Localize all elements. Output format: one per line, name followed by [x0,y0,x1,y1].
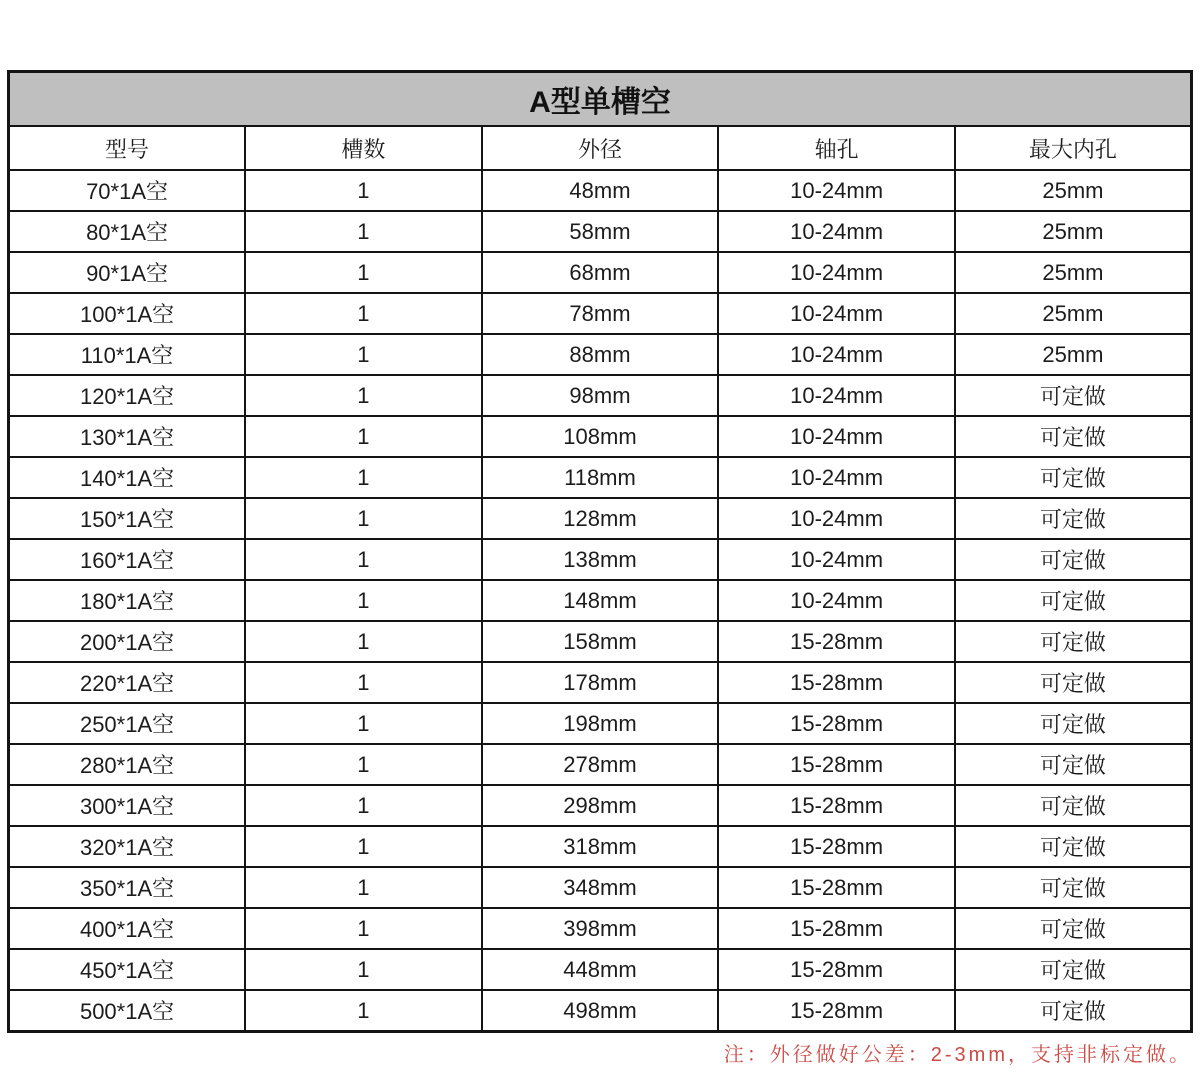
cell-shaft-hole: 10-24mm [718,293,955,334]
cell-max-bore: 25mm [955,252,1192,293]
spec-table-body [9,170,1192,1032]
cell-model: 350*1A空 [9,867,246,908]
cell-groove-count: 1 [245,826,482,867]
cell-outer-diameter: 118mm [482,457,719,498]
cell-shaft-hole: 15-28mm [718,826,955,867]
cell-outer-diameter: 148mm [482,580,719,621]
cell-max-bore: 可定做 [955,867,1192,908]
table-row [9,457,1192,498]
spec-table-head [9,72,1192,171]
table-row [9,334,1192,375]
cell-model: 220*1A空 [9,662,246,703]
cell-max-bore: 可定做 [955,539,1192,580]
cell-groove-count: 1 [245,744,482,785]
table-title: A型单槽空 [9,72,1192,127]
table-row [9,170,1192,211]
cell-model: 200*1A空 [9,621,246,662]
cell-max-bore: 25mm [955,211,1192,252]
cell-shaft-hole: 15-28mm [718,908,955,949]
cell-model: 160*1A空 [9,539,246,580]
cell-shaft-hole: 10-24mm [718,498,955,539]
cell-groove-count: 1 [245,334,482,375]
cell-groove-count: 1 [245,211,482,252]
cell-model: 80*1A空 [9,211,246,252]
cell-model: 320*1A空 [9,826,246,867]
cell-outer-diameter: 68mm [482,252,719,293]
cell-groove-count: 1 [245,580,482,621]
cell-shaft-hole: 10-24mm [718,170,955,211]
cell-max-bore: 可定做 [955,416,1192,457]
cell-shaft-hole: 10-24mm [718,416,955,457]
cell-groove-count: 1 [245,252,482,293]
table-row [9,990,1192,1032]
cell-outer-diameter: 198mm [482,703,719,744]
cell-model: 150*1A空 [9,498,246,539]
cell-model: 100*1A空 [9,293,246,334]
column-header-shaft-hole: 轴孔 [718,126,955,170]
cell-groove-count: 1 [245,457,482,498]
cell-shaft-hole: 10-24mm [718,580,955,621]
table-row [9,867,1192,908]
column-header-model: 型号 [9,126,246,170]
table-row [9,826,1192,867]
table-row [9,908,1192,949]
cell-model: 450*1A空 [9,949,246,990]
cell-model: 130*1A空 [9,416,246,457]
cell-groove-count: 1 [245,539,482,580]
cell-model: 70*1A空 [9,170,246,211]
table-row [9,375,1192,416]
cell-max-bore: 可定做 [955,662,1192,703]
spec-table [7,70,1193,1033]
cell-max-bore: 可定做 [955,744,1192,785]
cell-outer-diameter: 128mm [482,498,719,539]
column-header-groove-count: 槽数 [245,126,482,170]
cell-shaft-hole: 10-24mm [718,211,955,252]
cell-groove-count: 1 [245,170,482,211]
table-row [9,662,1192,703]
cell-outer-diameter: 298mm [482,785,719,826]
cell-max-bore: 可定做 [955,580,1192,621]
table-row [9,498,1192,539]
column-header-max-bore: 最大内孔 [955,126,1192,170]
cell-shaft-hole: 15-28mm [718,662,955,703]
cell-max-bore: 可定做 [955,908,1192,949]
cell-groove-count: 1 [245,990,482,1032]
cell-shaft-hole: 10-24mm [718,252,955,293]
cell-outer-diameter: 278mm [482,744,719,785]
cell-shaft-hole: 10-24mm [718,334,955,375]
table-row [9,621,1192,662]
cell-model: 250*1A空 [9,703,246,744]
cell-outer-diameter: 318mm [482,826,719,867]
cell-max-bore: 可定做 [955,621,1192,662]
cell-outer-diameter: 398mm [482,908,719,949]
cell-outer-diameter: 448mm [482,949,719,990]
table-row [9,416,1192,457]
cell-max-bore: 可定做 [955,785,1192,826]
cell-model: 500*1A空 [9,990,246,1032]
table-row [9,580,1192,621]
cell-shaft-hole: 15-28mm [718,785,955,826]
cell-shaft-hole: 15-28mm [718,949,955,990]
cell-groove-count: 1 [245,375,482,416]
cell-groove-count: 1 [245,908,482,949]
cell-outer-diameter: 178mm [482,662,719,703]
cell-model: 90*1A空 [9,252,246,293]
table-row [9,252,1192,293]
cell-max-bore: 可定做 [955,375,1192,416]
cell-groove-count: 1 [245,867,482,908]
cell-shaft-hole: 10-24mm [718,457,955,498]
cell-outer-diameter: 78mm [482,293,719,334]
column-header-outer-diameter: 外径 [482,126,719,170]
table-row [9,949,1192,990]
cell-outer-diameter: 158mm [482,621,719,662]
cell-groove-count: 1 [245,293,482,334]
cell-shaft-hole: 15-28mm [718,703,955,744]
cell-model: 280*1A空 [9,744,246,785]
cell-max-bore: 可定做 [955,949,1192,990]
cell-max-bore: 可定做 [955,990,1192,1032]
cell-model: 300*1A空 [9,785,246,826]
table-row [9,539,1192,580]
cell-max-bore: 25mm [955,293,1192,334]
cell-groove-count: 1 [245,662,482,703]
cell-shaft-hole: 15-28mm [718,990,955,1032]
cell-shaft-hole: 10-24mm [718,375,955,416]
cell-max-bore: 可定做 [955,703,1192,744]
cell-model: 180*1A空 [9,580,246,621]
cell-groove-count: 1 [245,621,482,662]
cell-shaft-hole: 15-28mm [718,621,955,662]
table-row [9,293,1192,334]
cell-outer-diameter: 108mm [482,416,719,457]
cell-outer-diameter: 88mm [482,334,719,375]
cell-shaft-hole: 15-28mm [718,744,955,785]
table-row [9,703,1192,744]
cell-model: 120*1A空 [9,375,246,416]
cell-groove-count: 1 [245,498,482,539]
cell-outer-diameter: 348mm [482,867,719,908]
cell-outer-diameter: 498mm [482,990,719,1032]
tolerance-note: 注：外径做好公差：2-3mm，支持非标定做。 [723,1044,1192,1066]
cell-outer-diameter: 98mm [482,375,719,416]
cell-model: 140*1A空 [9,457,246,498]
table-title-row [9,72,1192,127]
cell-max-bore: 25mm [955,334,1192,375]
cell-model: 110*1A空 [9,334,246,375]
cell-model: 400*1A空 [9,908,246,949]
cell-shaft-hole: 10-24mm [718,539,955,580]
table-row [9,211,1192,252]
cell-shaft-hole: 15-28mm [718,867,955,908]
cell-max-bore: 25mm [955,170,1192,211]
table-header-row [9,126,1192,170]
cell-max-bore: 可定做 [955,826,1192,867]
cell-outer-diameter: 58mm [482,211,719,252]
cell-outer-diameter: 48mm [482,170,719,211]
cell-groove-count: 1 [245,785,482,826]
cell-groove-count: 1 [245,949,482,990]
cell-groove-count: 1 [245,703,482,744]
cell-groove-count: 1 [245,416,482,457]
table-row [9,744,1192,785]
cell-max-bore: 可定做 [955,498,1192,539]
cell-outer-diameter: 138mm [482,539,719,580]
cell-max-bore: 可定做 [955,457,1192,498]
table-row [9,785,1192,826]
